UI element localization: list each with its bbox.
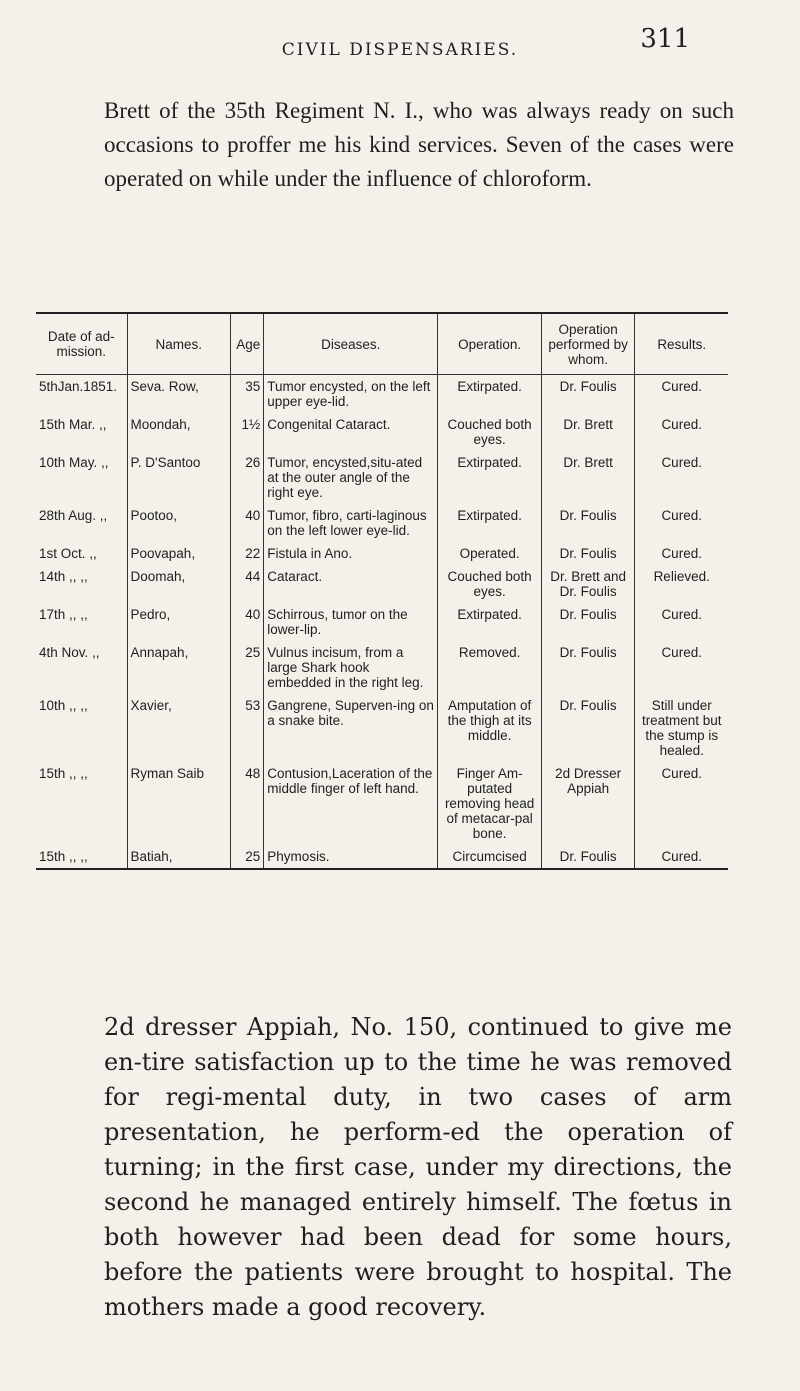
cell-date: 28th Aug. ,,: [36, 504, 127, 542]
col-header-performed-by: Operation performed by whom.: [541, 314, 635, 375]
cell-disease: Contusion,Laceration of the middle finger of left hand.: [264, 762, 438, 845]
col-header-operation: Operation.: [438, 314, 542, 375]
cell-performed-by: Dr. Foulis: [541, 845, 635, 868]
table-row: [36, 762, 728, 845]
cell-age: 40: [231, 603, 264, 641]
col-header-results: Results.: [635, 314, 728, 375]
cell-result: Cured.: [661, 607, 702, 622]
cell-age: 25: [231, 845, 264, 868]
cell-name: Moondah,: [127, 413, 231, 451]
col-header-names: Names.: [127, 314, 231, 375]
intro-paragraph: Brett of the 35th Regiment N. I., who was always ready on such occasions to proffer me his kind services. Seven of the cases were operated on while under the influence of chloroform.: [104, 98, 734, 191]
cell-disease: Congenital Cataract.: [264, 413, 438, 451]
cell-date: 1st Oct. ,,: [36, 542, 127, 565]
cell-result: Cured.: [661, 417, 702, 432]
cell-date: 10th May. ,,: [36, 451, 127, 504]
cell-operation: Finger Am-putated removing head of metacar-pal bone.: [438, 762, 542, 845]
cell-operation: Removed.: [438, 641, 542, 694]
col-header-date: Date of ad-mission.: [36, 314, 127, 375]
cell-operation: Amputation of the thigh at its middle.: [438, 694, 542, 762]
cell-age: 22: [231, 542, 264, 565]
cell-result: Still under treatment but the stump is healed.: [641, 698, 722, 758]
table-row: [36, 413, 728, 451]
cell-performed-by: Dr. Foulis: [541, 694, 635, 762]
table-row: [36, 641, 728, 694]
running-title: CIVIL DISPENSARIES.: [281, 40, 519, 60]
cell-disease: Gangrene, Superven-ing on a snake bite.: [264, 694, 438, 762]
cell-performed-by: Dr. Brett: [541, 413, 635, 451]
cell-name: Seva. Row,: [127, 375, 231, 414]
cell-operation: Couched both eyes.: [438, 413, 542, 451]
cell-disease: Phymosis.: [264, 845, 438, 868]
cell-name: Xavier,: [127, 694, 231, 762]
cell-date: 15th ,, ,,: [36, 762, 127, 845]
table-row: [36, 504, 728, 542]
col-header-diseases: Diseases.: [264, 314, 438, 375]
cell-performed-by: Dr. Brett: [541, 451, 635, 504]
cell-operation: Extirpated.: [438, 504, 542, 542]
cell-date: 5thJan.1851.: [36, 375, 127, 414]
cell-date: 4th Nov. ,,: [36, 641, 127, 694]
cell-performed-by: Dr. Foulis: [541, 504, 635, 542]
cell-performed-by: Dr. Brett and Dr. Foulis: [541, 565, 635, 603]
cell-name: Doomah,: [127, 565, 231, 603]
cases-table: [36, 312, 728, 870]
cell-age: 26: [231, 451, 264, 504]
table-row: [36, 542, 728, 565]
cell-operation: Couched both eyes.: [438, 565, 542, 603]
cell-result: Cured.: [661, 849, 702, 864]
cell-disease: Cataract.: [264, 565, 438, 603]
cell-age: 35: [231, 375, 264, 414]
table-header-row: [36, 314, 728, 375]
cell-age: 53: [231, 694, 264, 762]
cell-name: Poovapah,: [127, 542, 231, 565]
cell-age: 40: [231, 504, 264, 542]
cell-age: 44: [231, 565, 264, 603]
table-row: [36, 565, 728, 603]
cell-name: Batiah,: [127, 845, 231, 868]
cell-date: 15th ,, ,,: [36, 845, 127, 868]
cell-result: Cured.: [661, 645, 702, 660]
cell-result: Relieved.: [653, 569, 710, 584]
table-row: [36, 845, 728, 868]
cell-disease: Tumor encysted, on the left upper eye-lid.: [264, 375, 438, 414]
cell-operation: Extirpated.: [438, 603, 542, 641]
cell-age: 48: [231, 762, 264, 845]
cell-operation: Extirpated.: [438, 375, 542, 414]
cell-name: Ryman Saib: [127, 762, 231, 845]
cell-name: Annapah,: [127, 641, 231, 694]
cell-disease: Schirrous, tumor on the lower-lip.: [264, 603, 438, 641]
closing-paragraph: 2d dresser Appiah, No. 150, continued to give me en-tire satisfaction up to the time he was removed for regi-mental duty, in two cases of arm presentation, he perform-ed the operation of turning; in the first case, under my directions, the second he managed entirely himself. The fœtus in both however had been dead for some hours, before the patients were brought to hospital. The mothers made a good recovery.: [104, 1013, 732, 1321]
cell-performed-by: Dr. Foulis: [541, 542, 635, 565]
cell-disease: Vulnus incisum, from a large Shark hook embedded in the right leg.: [264, 641, 438, 694]
table-row: [36, 375, 728, 414]
cell-disease: Tumor, encysted,situ-ated at the outer angle of the right eye.: [264, 451, 438, 504]
table-row: [36, 694, 728, 762]
cell-disease: Fistula in Ano.: [264, 542, 438, 565]
cell-result: Cured.: [661, 379, 702, 394]
cell-age: 25: [231, 641, 264, 694]
cell-result: Cured.: [661, 455, 702, 470]
cell-operation: Operated.: [438, 542, 542, 565]
table-row: [36, 603, 728, 641]
cell-result: Cured.: [661, 508, 702, 523]
cell-performed-by: 2d Dresser Appiah: [541, 762, 635, 845]
cell-performed-by: Dr. Foulis: [541, 641, 635, 694]
cell-date: 10th ,, ,,: [36, 694, 127, 762]
cell-date: 17th ,, ,,: [36, 603, 127, 641]
cell-name: Pootoo,: [127, 504, 231, 542]
page-number: 311: [640, 24, 690, 54]
cell-performed-by: Dr. Foulis: [541, 603, 635, 641]
table-row: [36, 451, 728, 504]
cell-result: Cured.: [661, 766, 702, 781]
cell-age: 1½: [231, 413, 264, 451]
cell-date: 14th ,, ,,: [36, 565, 127, 603]
cell-date: 15th Mar. ,,: [36, 413, 127, 451]
cell-operation: Extirpated.: [438, 451, 542, 504]
cell-name: Pedro,: [127, 603, 231, 641]
cell-operation: Circumcised: [438, 845, 542, 868]
cell-disease: Tumor, fibro, carti-laginous on the left lower eye-lid.: [264, 504, 438, 542]
cell-result: Cured.: [661, 546, 702, 561]
cell-performed-by: Dr. Foulis: [541, 375, 635, 414]
cell-name: P. D'Santoo: [127, 451, 231, 504]
col-header-age: Age: [231, 314, 264, 375]
